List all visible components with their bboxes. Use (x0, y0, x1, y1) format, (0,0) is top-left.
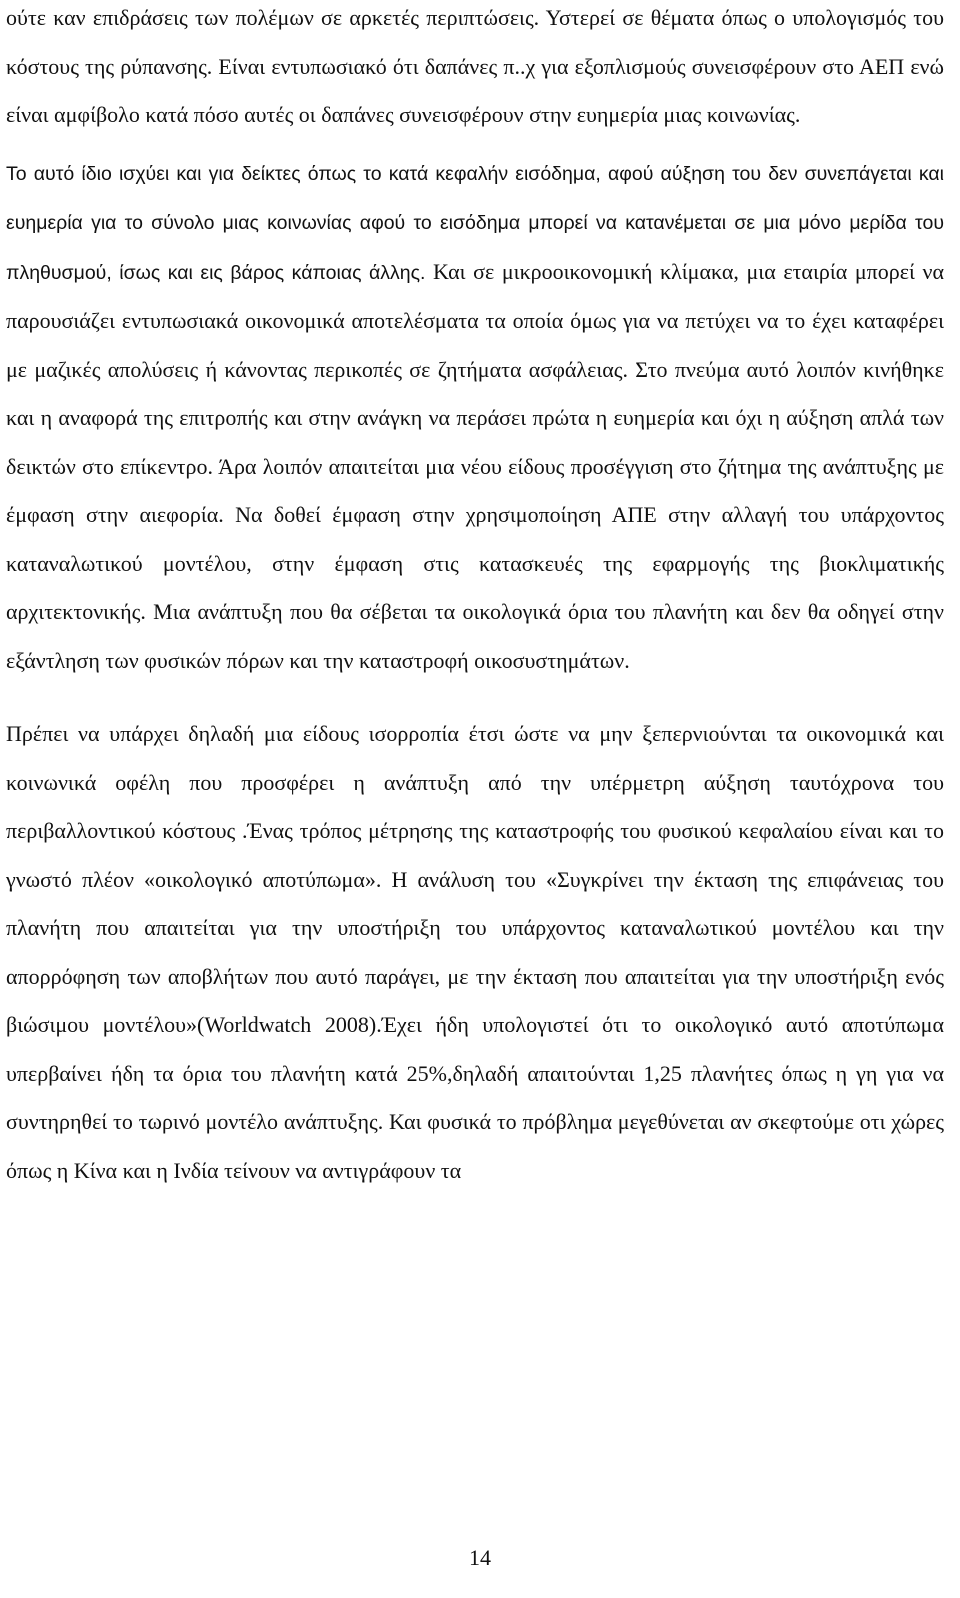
document-page (6, 0, 944, 1195)
paragraph-2 (6, 149, 944, 686)
paragraph-2-serif-run: Και σε μικροοικονομική κλίμακα, μια εταιρία μπορεί να παρουσιάζει εντυπωσιακά οικονομικά αποτελέσματα τα οποία όμως για να πετύχει να το έχει καταφέρει με μαζικές απολύσεις ή κάνοντας περικοπές σε ζητήματα ασφάλειας. Στο πνεύμα αυτό λοιπόν κινήθηκε και η αναφορά της επιτροπής και στην ανάγκη να περάσει πρώτα η ευημερία και όχι η αύξηση απλά των δεικτών στο επίκεντρο. Άρα λοιπόν απαιτείται μια νέου είδους προσέγγιση στο ζήτημα της ανάπτυξης με έμφαση στην αιεφορία. Να δοθεί έμφαση στην χρησιμοποίηση ΑΠΕ στην αλλαγή του υπάρχοντος καταναλωτικού μοντέλου, στην έμφαση στις κατασκευές της εφαρμογής της βιοκλιματικής αρχιτεκτονικής. Μια ανάπτυξη που θα σέβεται τα οικολογικά όρια του πλανήτη και δεν θα οδηγεί στην εξάντληση των φυσικών πόρων και την καταστροφή οικοσυστημάτων. (6, 258, 944, 673)
page-number: 14 (469, 1545, 491, 1570)
paragraph-2-sans-run: Το αυτό ίδιο ισχύει και για δείκτες όπως το κατά κεφαλήν εισόδημα, αφού αύξηση του δεν συνεπάγεται και ευημερία για το σύνολο μιας κοινωνίας αφού το εισόδημα μπορεί να κατανέμεται σε μια μόνο μερίδα του πληθυσμού, ίσως και εις βάρος κάποιας άλλης. (6, 162, 944, 284)
paragraph-3: Πρέπει να υπάρχει δηλαδή μια είδους ισορροπία έτσι ώστε να μην ξεπερνιούνται τα οικονομικά και κοινωνικά οφέλη που προσφέρει η ανάπτυξη από την υπέρμετρη αύξηση ταυτόχρονα του περιβαλλοντικού κόστους .Ένας τρόπος μέτρησης της καταστροφής του φυσικού κεφαλαίου είναι και το γνωστό πλέον «οικολογικό αποτύπωμα». Η ανάλυση του «Συγκρίνει την έκταση της επιφάνειας του πλανήτη που απαιτείται για την υποστήριξη του υπάρχοντος καταναλωτικού μοντέλου και την απορρόφηση των αποβλήτων που αυτό παράγει, με την έκταση που απαιτείται για την υποστήριξη ενός βιώσιμου μοντέλου»(Worldwatch 2008).Έχει ήδη υπολογιστεί ότι το οικολογικό αυτό αποτύπωμα υπερβαίνει ήδη τα όρια του πλανήτη κατά 25%,δηλαδή απαιτούνται 1,25 πλανήτες όπως η γη για να συντηρηθεί το τωρινό μοντέλο ανάπτυξης. Και φυσικά το πρόβλημα μεγεθύνεται αν σκεφτούμε οτι χώρες όπως η Κίνα και η Ινδία τείνουν να αντιγράφουν τα (6, 721, 944, 1183)
paragraph-1: ούτε καν επιδράσεις των πολέμων σε αρκετές περιπτώσεις. Υστερεί σε θέματα όπως ο υπολογισμός του κόστους της ρύπανσης. Είναι εντυπωσιακό ότι δαπάνες π..χ για εξοπλισμούς συνεισφέρουν στο ΑΕΠ ενώ είναι αμφίβολο κατά πόσο αυτές οι δαπάνες συνεισφέρουν στην ευημερία μιας κοινωνίας. (6, 5, 944, 127)
